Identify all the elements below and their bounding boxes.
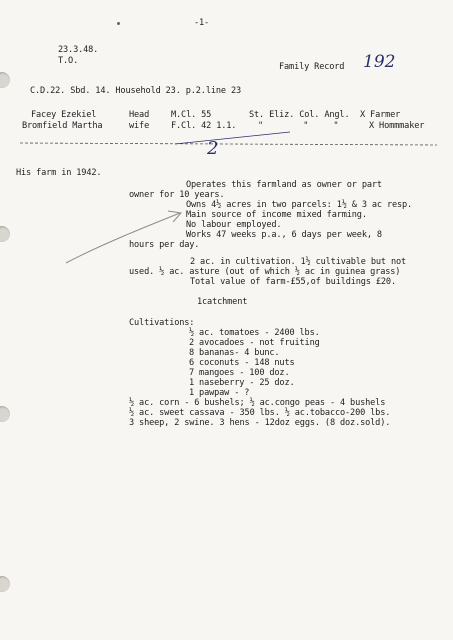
member-name: Bromfield Martha xyxy=(22,121,103,131)
household-line: C.D.22. Sbd. 14. Household 23. p.2.line 23 xyxy=(30,86,242,96)
member-relation: Head xyxy=(129,110,150,120)
cultivation-item: 6 coconuts - 148 nuts xyxy=(189,358,295,368)
member-name: Facey Ezekiel xyxy=(31,110,97,120)
text-line: used. ½ ac. asture (out of which ½ ac in guinea grass) xyxy=(129,267,401,277)
cultivation-item: 1 naseberry - 25 doz. xyxy=(189,378,295,388)
member-religion: " " " xyxy=(258,121,339,131)
initials: T.O. xyxy=(58,56,79,66)
text-line: hours per day. xyxy=(129,240,200,250)
page-number: -1- xyxy=(194,18,210,28)
cultivations-heading: Cultivations: xyxy=(129,318,195,328)
cultivation-item: 7 mangoes - 100 doz. xyxy=(189,368,290,378)
member-occupation: X Hommmaker xyxy=(369,121,425,131)
text-line: owner for 10 years. xyxy=(129,190,225,200)
cultivation-item: ½ ac. tomatoes - 2400 lbs. xyxy=(189,328,320,338)
text-line: 2 ac. in cultivation. 1½ cultivable but not xyxy=(190,257,407,267)
text-line: No labour employed. xyxy=(186,220,282,230)
text-line: Works 47 weeks p.a., 6 days per week, 8 xyxy=(186,230,382,240)
livestock-line: 3 sheep, 2 swine. 3 hens - 12doz eggs. (8 doz.sold). xyxy=(129,418,391,428)
cultivation-item: 2 avocadoes - not fruiting xyxy=(189,338,320,348)
text-line: Operates this farmland as owner or part xyxy=(186,180,382,190)
punch-hole xyxy=(0,406,10,422)
member-code: M.Cl. 55 xyxy=(171,110,212,120)
cultivation-item: 1 pawpaw - ? xyxy=(189,388,250,398)
text-line: Owns 4½ acres in two parcels: 1½ & 3 ac resp. xyxy=(186,200,413,210)
handwritten-mark: 2 xyxy=(207,138,219,159)
separator-line xyxy=(0,130,453,170)
pencil-arrow xyxy=(60,205,190,270)
document-date: 23.3.48. xyxy=(58,45,99,55)
member-code: F.Cl. 42 1.1. xyxy=(171,121,237,131)
text-line: Main source of income mixed farming. xyxy=(186,210,367,220)
family-record-label: Family Record xyxy=(279,62,345,72)
produce-line: ½ ac. corn - 6 bushels; ½ ac.congo peas - 4 bushels xyxy=(129,398,386,408)
punch-hole xyxy=(0,72,10,88)
text-line: Total value of farm-£55,of buildings £20. xyxy=(190,277,396,287)
member-relation: wife xyxy=(129,121,150,131)
member-occupation: X Farmer xyxy=(360,110,401,120)
member-religion: St. Eliz. Col. Angl. xyxy=(249,110,350,120)
produce-line: ½ ac. sweet cassava - 350 lbs. ½ ac.tobacco-200 lbs. xyxy=(129,408,391,418)
cultivation-item: 8 bananas- 4 bunc. xyxy=(189,348,280,358)
ink-speck xyxy=(117,22,120,25)
family-record-number: 192 xyxy=(363,52,396,72)
farm-heading: His farm in 1942. xyxy=(16,168,102,178)
catchment-label: 1catchment xyxy=(197,297,248,307)
punch-hole xyxy=(0,226,10,242)
punch-hole xyxy=(0,576,10,592)
